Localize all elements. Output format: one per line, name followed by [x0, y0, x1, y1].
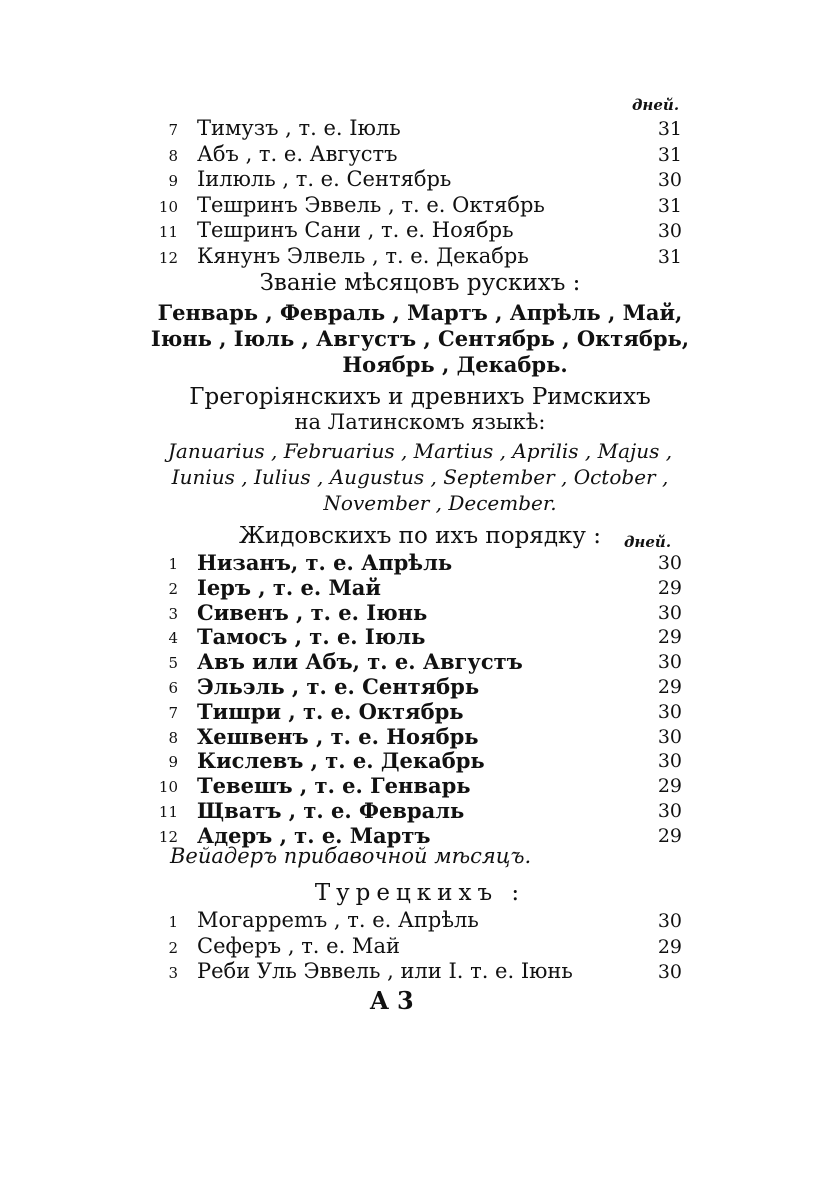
latin-months-subheading: на Латинскомъ языкѣ: — [294, 410, 546, 434]
month-number: 3 — [168, 964, 178, 982]
month-name: Кянунъ Элвель , т. е. Декабрь — [197, 243, 529, 268]
month-number: 1 — [168, 555, 178, 573]
russian-months-line-1: Генварь , Февраль , Мартъ , Апрѣль , Май, — [157, 300, 683, 325]
month-days: 29 — [657, 775, 682, 798]
month-row — [150, 218, 682, 244]
russian-months-line-2: Іюнь , Іюль , Августъ , Сентябрь , Октябрь, — [150, 326, 690, 351]
month-days: 31 — [657, 143, 682, 166]
month-row — [150, 798, 682, 824]
month-number: 9 — [168, 172, 178, 190]
month-row — [150, 193, 682, 219]
month-number: 7 — [168, 121, 178, 139]
month-name: Сеферъ , т. е. Май — [197, 933, 400, 958]
month-number: 2 — [168, 579, 178, 598]
month-name: Абъ , т. е. Августъ — [197, 141, 398, 166]
month-number: 1 — [168, 913, 178, 931]
month-number: 12 — [158, 248, 178, 267]
month-name: Низанъ, т. е. Апрѣль — [197, 550, 453, 575]
month-name: Кислевъ , т. е. Декабрь — [197, 748, 485, 774]
month-days: 30 — [657, 220, 682, 242]
month-days: 30 — [657, 552, 682, 574]
month-name: Тешринъ Сани , т. е. Ноябрь — [197, 218, 514, 242]
jewish-months-heading — [0, 523, 840, 549]
month-number: 8 — [168, 146, 178, 165]
month-number: 2 — [168, 938, 178, 957]
month-days: 30 — [657, 700, 682, 723]
latin-months-line-2: Iunius , Iulius , Augustus , September , October , — [171, 465, 669, 489]
month-days: 31 — [657, 118, 682, 140]
month-number: 6 — [168, 679, 178, 697]
latin-months-line-1: Januarius , Februarius , Martius , Aprilis , Majus , — [167, 439, 673, 463]
month-row — [150, 773, 682, 799]
month-name: Авъ или Абъ, т. е. Августъ — [197, 649, 523, 675]
month-number: 10 — [158, 197, 178, 216]
latin-months-line-3: November , December. — [323, 491, 557, 515]
month-days: 29 — [657, 576, 682, 599]
russian-months-heading: Званіе мѣсяцовъ рускихъ : — [259, 270, 581, 296]
signature-mark: A 3 — [370, 986, 414, 1015]
month-days: 30 — [657, 910, 682, 932]
month-row — [150, 244, 682, 270]
month-number: 4 — [168, 629, 178, 648]
month-days: 30 — [657, 800, 682, 822]
month-days: 29 — [657, 626, 682, 649]
month-number: 11 — [158, 223, 178, 241]
jewish-months-title: Жидовскихъ по ихъ порядку : — [239, 523, 601, 549]
month-row — [150, 934, 682, 960]
month-row — [150, 167, 682, 193]
month-name: Адеръ , т. е. Мартъ — [197, 822, 431, 848]
month-row — [150, 959, 682, 985]
month-row — [150, 550, 682, 576]
month-number: 12 — [158, 827, 178, 846]
month-days: 29 — [657, 935, 682, 958]
month-row — [150, 142, 682, 168]
month-row — [150, 724, 682, 750]
month-name: Эльэль , т. е. Сентябрь — [197, 674, 480, 699]
month-name: Тамосъ , т. е. Іюль — [197, 624, 426, 650]
month-row — [150, 649, 682, 675]
month-row — [150, 600, 682, 626]
turkish-months-heading: Турецкихъ : — [314, 880, 526, 906]
month-row — [150, 575, 682, 601]
month-days: 31 — [657, 194, 682, 217]
month-number: 7 — [168, 703, 178, 722]
russian-months-line-3: Ноябрь , Декабрь. — [342, 352, 568, 377]
month-name: Хешвенъ , т. е. Ноябрь — [197, 723, 479, 749]
month-name: Тишри , т. е. Октябрь — [197, 698, 464, 724]
month-row — [150, 116, 682, 142]
month-days: 29 — [657, 824, 682, 847]
jewish-days-label: дней. — [624, 533, 672, 551]
month-name: Іилюль , т. е. Сентябрь — [197, 167, 452, 191]
month-name: Тешринъ Эввель , т. е. Октябрь — [197, 192, 545, 217]
month-name: Реби Уль Эввель , или І. т. е. Іюнь — [197, 959, 573, 983]
month-days: 30 — [657, 169, 682, 191]
month-number: 5 — [168, 654, 178, 673]
month-row — [150, 748, 682, 774]
month-number: 10 — [158, 778, 178, 797]
month-name: Тимузъ , т. е. Іюль — [197, 116, 401, 140]
month-number: 9 — [168, 753, 178, 772]
month-days: 30 — [657, 601, 682, 624]
month-number: 8 — [168, 728, 178, 747]
month-name: Щватъ , т. е. Февраль — [197, 798, 465, 823]
month-days: 30 — [657, 725, 682, 748]
month-days: 30 — [657, 961, 682, 983]
month-row — [150, 699, 682, 725]
month-name: Іеръ , т. е. Май — [197, 574, 381, 600]
month-row — [150, 674, 682, 700]
month-days: 30 — [657, 651, 682, 674]
days-column-header: дней. — [632, 96, 680, 114]
month-name: Могаррemъ , т. е. Апрѣль — [197, 908, 479, 932]
latin-months-heading: Грегоріянскихъ и древнихъ Римскихъ — [189, 384, 651, 410]
month-name: Сивенъ , т. е. Іюнь — [197, 599, 428, 625]
month-number: 11 — [158, 803, 178, 821]
footnote-veadar: Вейадеръ прибавочной мѣсяцъ. — [170, 844, 532, 868]
month-days: 31 — [657, 245, 682, 268]
month-name: Тевешъ , т. е. Генварь — [197, 773, 471, 799]
month-number: 3 — [168, 604, 178, 623]
month-row — [150, 624, 682, 650]
month-row — [150, 908, 682, 934]
month-days: 29 — [657, 676, 682, 698]
month-days: 30 — [657, 750, 682, 773]
